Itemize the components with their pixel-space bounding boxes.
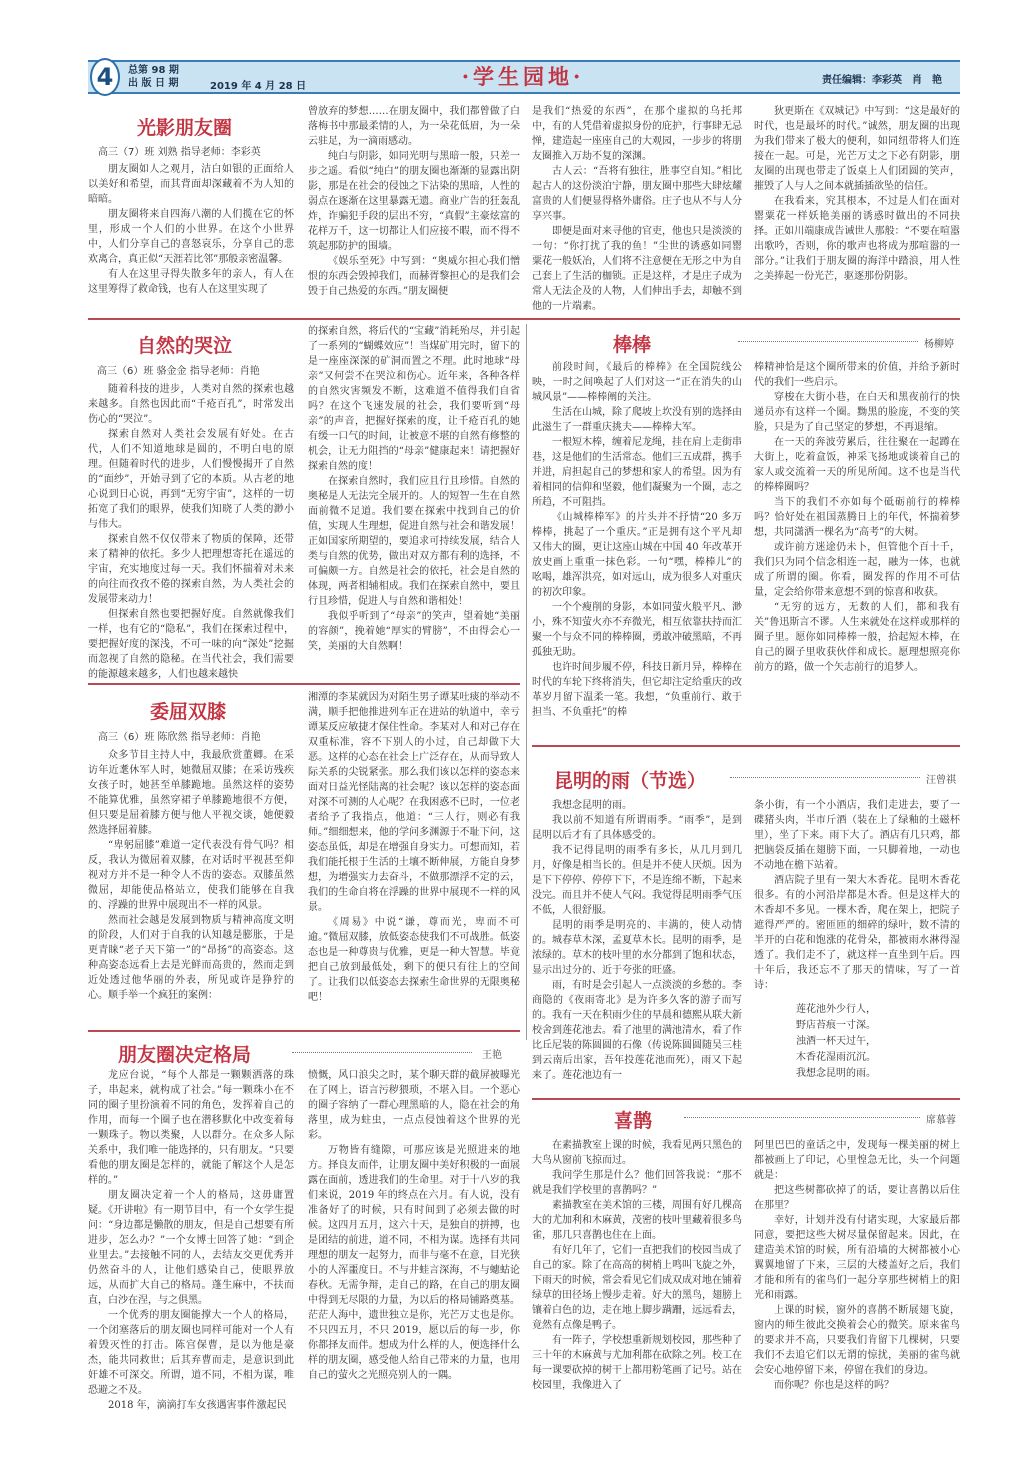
article-column bbox=[308, 690, 520, 1023]
article-byline: 高三（6）班 骆金金 指导老师：肖艳 bbox=[97, 366, 260, 377]
article-column bbox=[532, 798, 742, 1081]
paragraph: 《周易》中说“谦，尊而光，卑而不可逾。”微屈双膝，放低姿态使我们不可战胜。低姿态也是一种尊贵与优雅，更是一种大智慧。毕竟把自己放到最低处，剩下的便只有往上的空间了。让我们以低姿态去探索生命世界的无限奥秘吧！ bbox=[308, 917, 520, 1003]
article-column bbox=[308, 1068, 520, 1408]
paragraph: “无穷的远方，无数的人们，都和我有关”鲁迅斯言不谬。人生来就处在这样或那样的圈子里。愿你如同棒棒一般，拾起短木棒，在自己的圈子里收获伙伴和成长。愿理想照亮你前方的路，做一个矢志前行的追梦人。 bbox=[754, 602, 960, 673]
paragraph: 愤慨，风口浪尖之时，某个聊天群的截屏被曝光在了网上，语言污秽猥琐，不堪入目。一个恶心的圈子容纳了一群心理黑暗的人，隐在社会的角落里，成为蛀虫，一点点侵蚀着这个世界的光彩。 bbox=[308, 1070, 520, 1141]
paragraph: 古人云：“吾将有独往，胜事空自知。”相比起古人的这份淡泊宁静，朋友圈中那些大肆炫耀富贵的人们便显得格外庸俗。庄子也从不与人分享兴事。 bbox=[532, 166, 742, 222]
article-column bbox=[754, 360, 960, 730]
paragraph: 在我看来，究其根本，不过是人们在面对罂粟花一样妖艳美丽的诱惑时做出的不同抉择。正如川端康成告诫世人那般：“不要在喧嚣出歌吟，否则，你的歌声也将成为那喧嚣的一部分。”让我们于朋友圈的海洋中踏浪，用人性之美捧起一份光芒，驱逐那份阴影。 bbox=[754, 196, 960, 282]
paragraph: 在探索自然时，我们应且行且珍惜。自然的奥秘是人无法完全展开的。人的短智一生在自然面前微不足道。我们要在探索中找到自己的价值，实现人生理想，促进自然与社会和谐发展！正如国家所期望的，要追求可持续发展，结合人类与自然的优势，做出对双方都有利的选择，不可偏颇一方。自然是社会的依托，社会是自然的体现，两者相辅相成。我们在探索自然中，要且行且珍惜，促进人与自然和谐相处！ bbox=[308, 476, 520, 607]
paragraph: 一个个瘦削的身影，本如同萤火般平凡、渺小，殊不知萤火亦不弃微光，相互依靠扶持而汇聚一个与众不同的棒棒圈，勇敢冲破黑暗，不再孤独无助。 bbox=[532, 602, 742, 658]
article-column bbox=[308, 324, 520, 677]
article-column bbox=[308, 104, 520, 312]
paragraph: 而你呢？你也是这样的吗？ bbox=[774, 1380, 894, 1391]
paragraph: 有人在这里寻得失散多年的亲人，有人在这里筹得了救命钱，也有人在这里实现了 bbox=[88, 269, 294, 295]
section-divider bbox=[532, 745, 960, 747]
article-title: 委屈双膝 bbox=[150, 701, 227, 723]
paragraph: 有好几年了，它们一直把我们的校园当成了自己的家。除了在高高的树梢上鸣叫飞旋之外，下雨天的时候，常会看见它们成双成对地在铺着绿草的田径场上慢步走着。好大的黑鸟，翅膀上镶着白色的边，走在地上脚步蹒跚，远远看去，竟然有点像是鸭子。 bbox=[532, 1245, 742, 1331]
paragraph: 我问学生那是什么？他们回答我说：“那不就是我们学校里的喜鹊吗？” bbox=[532, 1170, 742, 1196]
article-title: 朋友圈决定格局 bbox=[118, 1044, 252, 1066]
paragraph: 在一天的奔波劳累后，往往聚在一起蹲在大街上，吃着盒饭，神采飞扬地或谈着自己的家人或交流着一天的所见所闻。这不也是当代的棒棒圈吗？ bbox=[754, 437, 960, 493]
paragraph: 探索自然不仅仅带来了物质的保障，还带来了精神的依托。多少人把理想寄托在遥远的宇宙，充实地度过每一天。我们怀揣着对未来的向往而孜孜不倦的探索自然，为人类社会的发展带来动力！ bbox=[88, 534, 294, 605]
paragraph: 但探索自然也要把握好度。自然就像我们一样，也有它的“隐私”，我们在探索过程中，要把握好度的深浅，不可一味的向“深处”挖掘而忽视了自然的隐秘。在当代社会，我们需要的能源越来越多，人们也越来越快 bbox=[88, 609, 294, 680]
paragraph: 众多节目主持人中，我最欣赏董卿。在采访年近耄休军人时，她微屈双膝；在采访残疾女孩子时，她甚至单膝跪地。虽然这样的姿势不能算优雅，虽然穿裙子单膝跪地很不方便，但只要是屈着膝方便与他人平视交谈，她便毅然选择屈着膝。 bbox=[88, 750, 294, 836]
article-column bbox=[532, 360, 742, 730]
article-column bbox=[532, 104, 742, 312]
section-divider bbox=[88, 318, 960, 320]
paragraph: 把这些树都砍掉了的话，要让喜鹊以后住在那里？ bbox=[754, 1185, 960, 1211]
issue-info bbox=[128, 64, 179, 90]
editor-credit: 责任编辑：李彩英 肖 艳 bbox=[822, 75, 942, 86]
dotted-rule bbox=[738, 341, 918, 342]
article-column bbox=[532, 1138, 742, 1408]
article-author: 席慕蓉 bbox=[926, 1115, 956, 1126]
article-title: 棒棒 bbox=[613, 334, 652, 356]
article-title: 光影朋友圈 bbox=[137, 117, 233, 139]
article-column bbox=[88, 748, 294, 1023]
poem-line: 木香花湿雨沉沉。 bbox=[796, 1052, 876, 1063]
article-title: 自然的哭泣 bbox=[137, 335, 233, 357]
paragraph: 2018 年，滴滴打车女孩遇害事件激起民 bbox=[108, 1400, 287, 1411]
paragraph: 棒精神恰是这个圈所带来的价值，并给予新时代的我们一些启示。 bbox=[754, 362, 960, 388]
paragraph: 也许时间步履不停，科技日新月异，棒棒在时代的车轮下终将消失，但它却注定给重庆的改革岁月留下温柔一笔。我想，“负重前行、敢于担当、不负重托”的棒 bbox=[532, 662, 742, 718]
paragraph: 雨，有时是会引起人一点淡淡的乡愁的。李商隐的《夜雨寄北》是为许多久客的游子而写的。我有一天在积雨少住的早晨和德熙从联大新校舍到莲花池去。看了池里的满池清水，看了作比丘尼装的陈圆圆的石像（传说陈圆圆随吴三桂到云南后出家，吾年投莲花池而死），雨又下起来了。莲花池边有一 bbox=[532, 980, 742, 1081]
dotted-rule bbox=[730, 777, 920, 778]
paragraph: 当下的我们不亦如每个砥砺前行的棒棒吗？恰好处在祖国蒸腾日上的年代，怀揣着梦想，共同潇洒一棵名为“高考”的大树。 bbox=[754, 497, 960, 538]
paragraph: 龙应台说，“每个人都是一颗颗洒落的珠子，串起来，就构成了社会。”每一颗珠小在不同的圈子里扮演着不同的角色，发挥着自己的作用，而每一个圈子也在潜移默化中改变着每一颗珠子。物以类聚，人以群分。在众多人际关系中，我们唯一能选择的，只有朋友。“只要看他的朋友圈是怎样的，就能了解这个人是怎样的。” bbox=[88, 1070, 294, 1186]
article-column bbox=[88, 1068, 294, 1411]
paragraph: 探索自然对人类社会发展有好处。在古代，人们不知道地球是圆的，不明白电的原理。但随着时代的进步，人们慢慢揭开了自然的“面纱”，开始寻到了它的本质。从古老的地心说到日心说，再到“无穷宇宙”，这样的一切拓宽了我们的眼界，使我们知晓了人类的渺小与伟大。 bbox=[88, 429, 294, 530]
paragraph: 酒店院子里有一架大木香花。昆明木香花很多。有的小河沿岸都是木香。但是这样大的木香却不多见。一棵木香，爬在架上，把院子遮得严严的。密匝匝的细碎的绿叶，数不清的半开的白花和饱涨的花骨朵，都被雨水淋得湿透了。我们走不了，就这样一直坐到午后。四十年后，我还忘不了那天的情味，写了一首诗： bbox=[754, 875, 960, 991]
section-divider bbox=[88, 683, 520, 685]
paragraph: 然而社会越是发展到物质与精神高度文明的阶段，人们对于自我的认知越是膨胀，于是更青睐“老子天下第一”的“昂扬”的高姿态。这种高姿态远看上去是光鲜而高贵的，然而走到近处透过他华丽的外表，所见或许是狰狞的心。顺手举一个疯狂的案例： bbox=[88, 915, 294, 1001]
paragraph: 是我们“热爱的东西”，在那个虚拟的乌托邦中，有的人凭借着虚拟身份的庇护，行事肆无忌惮，建造起一座座自己的大观园，一步步的将朋友圈推入万劫不复的深渊。 bbox=[532, 106, 742, 162]
paragraph: 素描教室在美术馆的三楼，周围有好几棵高大的尤加利和木麻黄，茂密的枝叶里藏着很多鸟雀，那几只喜鹊也住在上面。 bbox=[532, 1200, 742, 1241]
paragraph: 一根短木棒，缠着尼龙绳，挂在肩上走街串巷，这是他们的生活常态。他们三五成群，携手并进，肩担起自己的梦想和家人的希望。因为有着相同的信仰和坚毅，他们凝聚为一个圈，志之所趋，不可阻挡。 bbox=[532, 437, 742, 508]
paragraph: 穿梭在大街小巷，在白天和黑夜前行的快递员亦有这样一个圈。黝黑的脸庞，不变的笑脸，只是为了自己坚定的梦想，不再退缩。 bbox=[754, 392, 960, 433]
article-column bbox=[754, 104, 960, 312]
page-number: 4 bbox=[90, 58, 120, 96]
paragraph: 纯白与阴影，如同光明与黑暗一般，只差一步之遥。看似“纯白”的朋友圈也渐渐的显露出阴影，那是在社会的侵蚀之下沾染的黑暗，人性的弱点在逐渐在这里暴露无遗。商业广告的狂轰乱炸，诈骗犯手段的层出不穷，“真假”主豪炫富的花样万千，这一切都让人们应接不暇，而不得不筑起那防护的围墙。 bbox=[308, 151, 520, 252]
paragraph: 一个优秀的朋友圈能撑大一个人的格局，一个闭塞落后的朋友圈也同样可能对一个人有着毁灭性的打击。陈宫保曹，是以为他是豪杰，能共同救世；后其弃曹而走，是意识到此奸雄不可深交。所谓，道不同，不相为谋，唯恐避之不及。 bbox=[88, 1310, 294, 1396]
paragraph: 《娱乐至死》中写到：“奥威尔担心我们憎恨的东西会毁掉我们，而赫胥黎担心的是我们会毁于自己热爱的东西。”朋友圈便 bbox=[308, 256, 520, 297]
paragraph: 万物皆有缝隙，可那应该是光照进来的地方。择良友而伴，让朋友圈中美好积极的一面展露在面前，透进我们的生命里。对于十八岁的我们来说，2019 年的终点在六月。有人说，没有准备好了的时候，只有时间到了必须去做的时候。这四月五月，这六十天，是独自的拼搏，也是团结的前进，道不同，不相为谋。选择有共同理想的朋友一起努力，而非与毫不在意，目光狭小的人浑噩度日。不与井蛙言深海，不与蟪蛄论春秋。无需争辩，走自己的路，在自己的朋友圈中得到无尽限的力量，为以后的格局铺路奠基。茫茫人海中，遗世独立是你，光芒万丈也是你。不只四五月，不只 2019，愿以后的每一步，你你都择友而伴。想成为什么样的人，便选择什么样的朋友圈，感受他人给自己带来的力量，也用自己的萤火之光照亮别人的一隅。 bbox=[308, 1145, 520, 1381]
paragraph: 我想念昆明的雨。 bbox=[552, 800, 632, 811]
article-column bbox=[88, 382, 294, 680]
paragraph: 湘潭的李某就因为对陌生男子谭某吐痰的举动不满，顺手把他推进列车正在进站的轨道中，幸亏谭某反应敏捷才保住性命。李某对人和对己存在双重标准，容不下别人的小过，自己却做下大恶。这样的心态在社会上广泛存在，从而导致人际关系的尖锐紧张。那么我们该以怎样的姿态来面对日益光怪陆离的社会呢？该以怎样的姿态面对深不可测的人心呢？在我困惑不已时，一位老者给予了我指点，他道：“三人行，则必有我师。”细细想来，他的学问多渊源于不耻下问，这姿态虽低，却是在增强自身实力。可想而知，若我们能托根于生活的土壤不断伸展，方能自身梦想，为增强实力去奋斗，不做那漂浮不定的云，我们的生命自将在浮躁的世界中展现不一样的风景。 bbox=[308, 692, 520, 913]
poem-line: 野店苔痕一寸深。 bbox=[796, 1020, 876, 1031]
paragraph: 或许前方迷途仍未卜，但管他个百十千，我们只为同个信念相连一起，融为一体，也就成了所谓的圈。你看，圈发挥的作用不可估量，定会给你带来意想不到的惊喜和收获。 bbox=[754, 542, 960, 598]
paragraph: 幸好，计划并没有付诸实现，大家最后都同意，要把这些大树尽量保留起来。因此，在建造美术馆的时候，所有沿墙的大树都被小心翼翼地留了下来，三层的大楼盖好之后，我们才能和所有的雀鸟们一起分享那些树梢上的阳光和雨露。 bbox=[754, 1215, 960, 1301]
paragraph: 的探索自然，将后代的“宝藏”消耗殆尽，并引起了一系列的“蝴蝶效应”！当煤矿用完时，留下的是一座座深深的矿洞而置之不理。此时地球“母亲”又何尝不在哭泣和伤心。近年来，各种各样的自然灾害频发不断，这难道不值得我们自省吗？在这个飞速发展的社会，我们要听到“母亲”的声音，把握好探索的度，让千疮百孔的她有缓一口气的时间，让被意不堪的自然有修整的机会，让无力阻挡的“母亲”健康起来！请把握好探索自然的度！ bbox=[308, 326, 520, 472]
issue-total: 总第 98 期 bbox=[128, 65, 179, 76]
issue-date: 2019 年 4 月 28 日 bbox=[210, 81, 307, 92]
paragraph: 有一阵子，学校想重新规划校园，那些种了三十年的木麻黄与尤加利都在砍除之列。校工在每一课要砍掉的树干上都用粉笔画了记号。站在校园里，我像进入了 bbox=[532, 1335, 742, 1391]
paragraph: 我以前不知道有所谓雨季。“雨季”，是到昆明以后才有了具体感受的。 bbox=[532, 815, 742, 841]
paragraph: 即便是面对来寻他的官吏，他也只是淡淡的一句：“你打扰了我的鱼！”尘世的诱惑如同罂粟花一般妖冶，人们将不注意便在无形之中为自己套上了生活的枷锁。正是这样，才是庄子成为常人无法企及的人物，人们伸出手去，却触不到他的一片端素。 bbox=[532, 226, 742, 312]
paragraph: 昆明的雨季是明亮的、丰满的，使人动情的。城春草木深，孟夏草木长。昆明的雨季，是浓绿的。草木的枝叶里的水分都到了饱和状态，显示出过分的、近于夸张的旺盛。 bbox=[532, 920, 742, 976]
poem bbox=[796, 1002, 876, 1082]
article-column bbox=[754, 798, 960, 998]
paragraph: 《山城棒棒军》的片头并不抒情“20 多万棒棒，挑起了一个重庆。”正是拥有这个平凡却又伟大的圈，更让这座山城在中国 40 年改革开放史画上重重一抹色彩。一句“嘿，棒棒儿”的吆喝，雄浑洪亮，如对远山，成为很多人对重庆的初次印象。 bbox=[532, 512, 742, 598]
paragraph: 我不记得昆明的雨季有多长，从几月到几月，好像是相当长的。但是并不使人厌烦。因为是下下停停、停停下下，不是连绵不断，下起来没完。而且并不使人气闷。我觉得昆明雨季气压不低，人很舒服。 bbox=[532, 845, 742, 916]
article-author: 王艳 bbox=[482, 1050, 502, 1061]
paragraph: 我似乎听到了“母亲”的笑声，望着她“美丽的容颜”，挽着她“厚实的臂膀”，不由得会心一笑，美丽的大自然啊！ bbox=[308, 611, 520, 652]
paragraph: 阿里巴巴的童话之中，发现每一棵美丽的树上都被画上了印记，心里惶急无比，头一个问题就是： bbox=[754, 1140, 960, 1181]
paragraph: “卑躬屈膝”难道一定代表没有骨气吗？相反，我认为微屈着双膝，在对话时平视甚至仰视对方并不是一种令人不齿的姿态。双膝虽然微屈，却能使品格站立，使我们能够在自我的、浮躁的世界中展现出不一样的风景。 bbox=[88, 840, 294, 911]
article-column bbox=[754, 1138, 960, 1408]
article-byline: 高三（6）班 陈欣然 指导老师：肖艳 bbox=[98, 732, 261, 743]
article-author: 杨柳婷 bbox=[924, 339, 954, 350]
paragraph: 朋友圈将来自四海八潮的人们揽在它的怀里，形成一个人们的小世界。在这个小世界中，人们分享自己的喜怒哀乐，分享自己的悲欢离合，真正似“天涯若比邻”那般亲密温馨。 bbox=[88, 209, 294, 265]
paragraph: 曾放弃的梦想……在朋友圈中，我们都曾做了白落梅书中那最柔情的人，为一朵花低眉，为一朵云驻足，为一滴雨感动。 bbox=[308, 106, 520, 147]
article-column bbox=[88, 162, 294, 312]
paragraph: 随着科技的进步，人类对自然的探索也越来越多。自然也因此而“千疮百孔”，时常发出伤心的“哭泣”。 bbox=[88, 384, 294, 425]
article-title: 喜鹊 bbox=[614, 1110, 653, 1132]
paragraph: 条小街，有一个小酒店，我们走进去，要了一碟猪头肉，半市斤酒（装在上了绿釉的土磁杯里），坐了下来。雨下大了。酒店有几只鸡，都把脑袋反插在翅膀下面，一只脚着地，一动也不动地在檐下站着。 bbox=[754, 800, 960, 871]
paragraph: 在素描教室上课的时候，我看见两只黑色的大鸟从窗前飞掠而过。 bbox=[532, 1140, 742, 1166]
column-title: ·学生园地· bbox=[461, 64, 585, 89]
dotted-rule bbox=[292, 1052, 472, 1053]
paragraph: 朋友圈如人之观月，洁白如银的正面给人以美好和希望，而其背面却深藏着不为人知的暗暗。 bbox=[88, 164, 294, 205]
issue-date-label: 出 版 日 期 bbox=[128, 78, 179, 89]
paragraph: 朋友圈决定着一个人的格局，这毋庸置疑。《开讲啦》有一期节目中，有一个女学生提问：“身边都是懒散的朋友，但是自己想要有所进步，怎么办？”一个女博士回答了她：“到企业里去。”去接触不同的人，去结友交更优秀并仍然奋斗的人，让他们感染自己，使眼界放远，从而扩大自己的格局。蓬生麻中，不扶而直，白沙在涅，与之俱黑。 bbox=[88, 1190, 294, 1306]
section-divider bbox=[532, 1098, 960, 1100]
poem-line: 我想念昆明的雨。 bbox=[796, 1068, 876, 1079]
section-divider bbox=[88, 1030, 520, 1032]
column-divider bbox=[526, 324, 527, 1040]
paragraph: 上课的时候，窗外的喜鹊不断展翅飞旋，窗内的师生彼此交换着会心的微笑。原来雀鸟的要求并不高，只要我们肯留下几棵树，只要我们不去追它们以无谓的惊扰，美丽的雀鸟就会安心地停留下来，停留在我们的身边。 bbox=[754, 1305, 960, 1376]
poem-line: 浊酒一杯天过午， bbox=[796, 1036, 876, 1047]
paragraph: 前段时间，《最后的棒棒》在全国院线公映，一时之间唤起了人们对这一“正在消失的山城风景”——棒棒阐的关注。 bbox=[532, 362, 742, 403]
paragraph: 生活在山城，除了爬坡上坎没有别的选择由此滋生了一群重庆挑夫——棒棒大军。 bbox=[532, 407, 742, 433]
article-author: 汪曾祺 bbox=[926, 775, 956, 786]
paragraph: 狄更斯在《双城记》中写到：“这是最好的时代，也是最坏的时代。”诚然，朋友圈的出现为我们带来了极大的便利，如同纽带将人们连接在一起。可是，光芒万丈之下必有阴影，朋友圈的出现也带走了饭桌上人们团圆的笑声，摧毁了人与人之间本就插插欲坠的信任。 bbox=[754, 106, 960, 192]
article-byline: 高三（7）班 刘熟 指导老师：李彩英 bbox=[98, 147, 261, 158]
dotted-rule bbox=[684, 1117, 920, 1118]
poem-line: 莲花池外少行人， bbox=[796, 1004, 876, 1015]
article-title: 昆明的雨（节选） bbox=[554, 770, 707, 792]
